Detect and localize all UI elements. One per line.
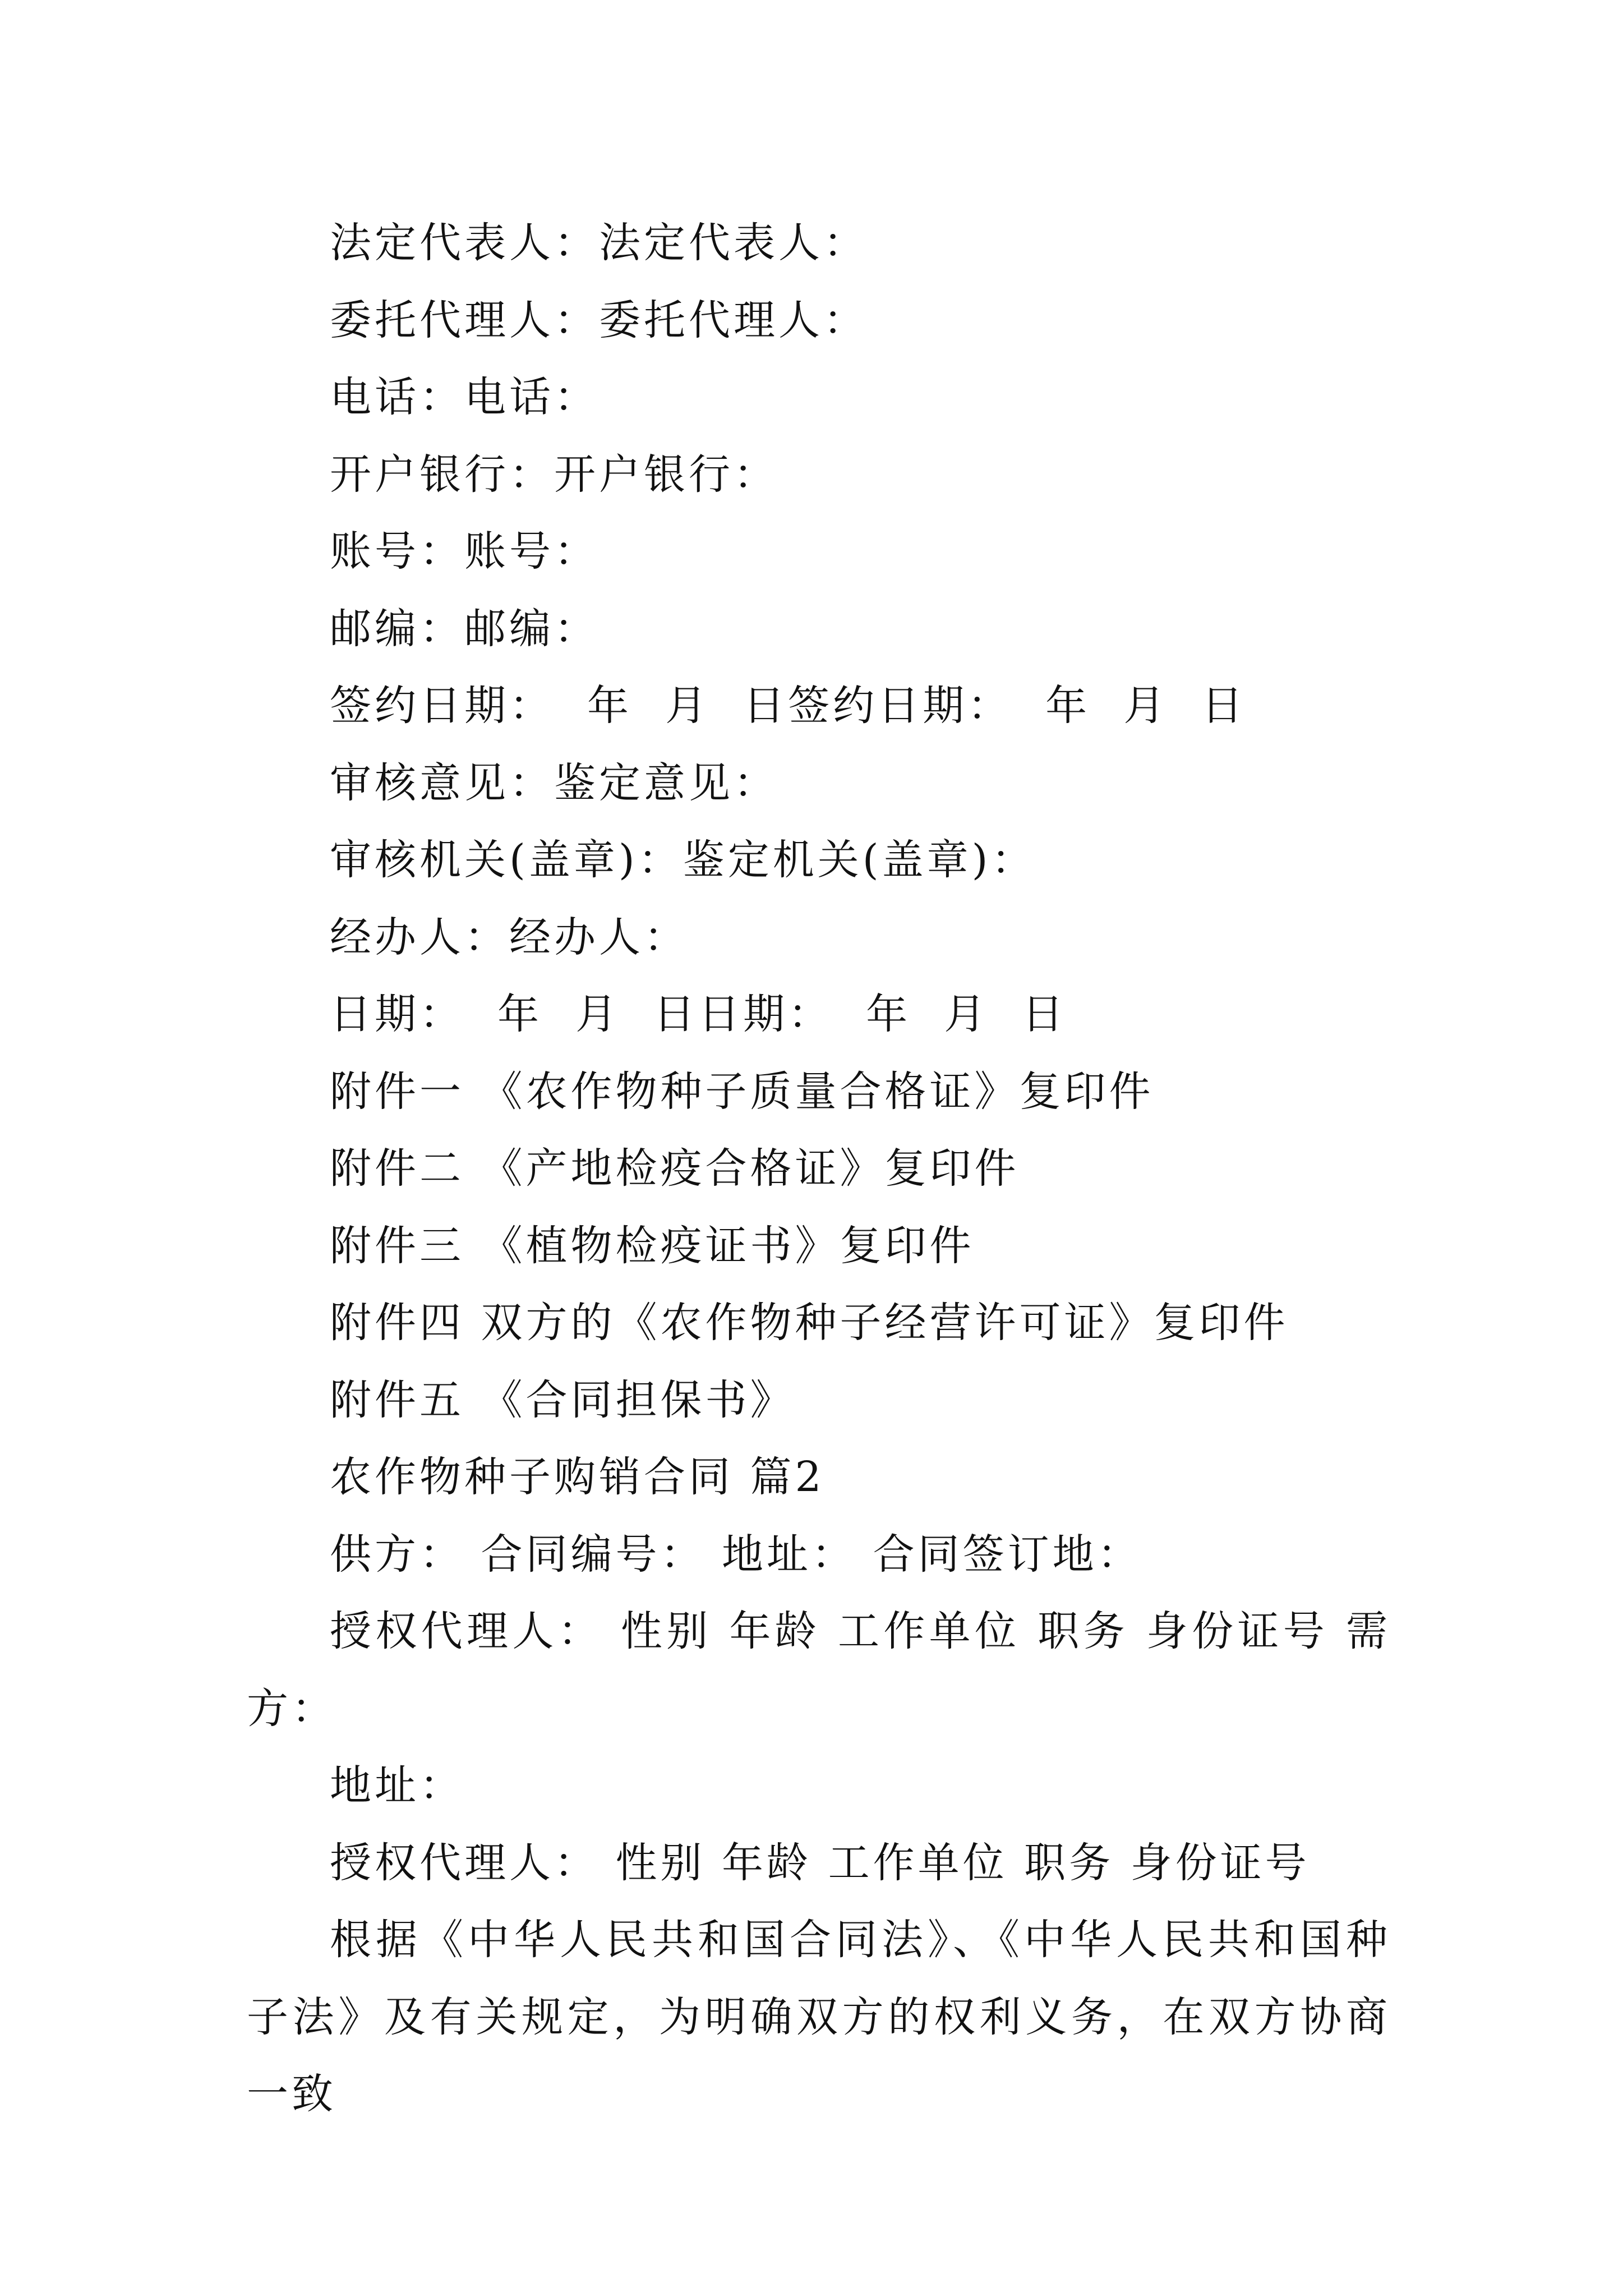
paragraph-legal-basis: 根据《中华人民共和国合同法》、《中华人民共和国种子法》及有关规定，为明确双方的权利义务，在双方协商一致 (247, 1916, 1391, 2118)
paragraph-review-authority: 审核机关(盖章)：鉴定机关(盖章)： (330, 836, 1036, 884)
paragraph-review-opinion: 审核意见：鉴定意见： (330, 758, 778, 807)
paragraph-date: 日期： 年 月 日日期： 年 月 日 (330, 990, 1067, 1038)
section-heading: 农作物种子购销合同 篇2 (330, 1453, 825, 1501)
paragraph-attachment-4: 附件四 双方的《农作物种子经营许可证》复印件 (330, 1299, 1289, 1347)
paragraph-attachment-1: 附件一 《农作物种子质量合格证》复印件 (330, 1067, 1154, 1116)
paragraph-handler: 经办人：经办人： (330, 913, 689, 961)
paragraph-supplier: 供方： 合同编号： 地址： 合同签订地： (330, 1530, 1142, 1579)
paragraph-account-number: 账号：账号： (330, 527, 599, 576)
paragraph-attachment-5: 附件五 《合同担保书》 (330, 1375, 795, 1424)
paragraph-address: 地址： (330, 1761, 464, 1810)
document-body (247, 205, 1391, 2133)
paragraph-buyer-agent: 授权代理人： 性别 年龄 工作单位 职务 身份证号 (330, 1838, 1310, 1887)
paragraph-bank: 开户银行：开户银行： (330, 450, 778, 499)
paragraph-supplier-agent: 授权代理人： 性别 年龄 工作单位 职务 身份证号 需方： (247, 1607, 1391, 1733)
paragraph-telephone: 电话：电话： (330, 373, 599, 421)
paragraph-attachment-2: 附件二 《产地检疫合格证》复印件 (330, 1144, 1020, 1193)
paragraph-authorized-agent: 委托代理人：委托代理人： (330, 296, 868, 344)
paragraph-postcode: 邮编：邮编： (330, 604, 599, 653)
paragraph-legal-representative: 法定代表人：法定代表人： (330, 219, 868, 267)
paragraph-signing-date: 签约日期： 年 月 日签约日期： 年 月 日 (330, 682, 1247, 730)
paragraph-attachment-3: 附件三 《植物检疫证书》复印件 (330, 1221, 975, 1270)
